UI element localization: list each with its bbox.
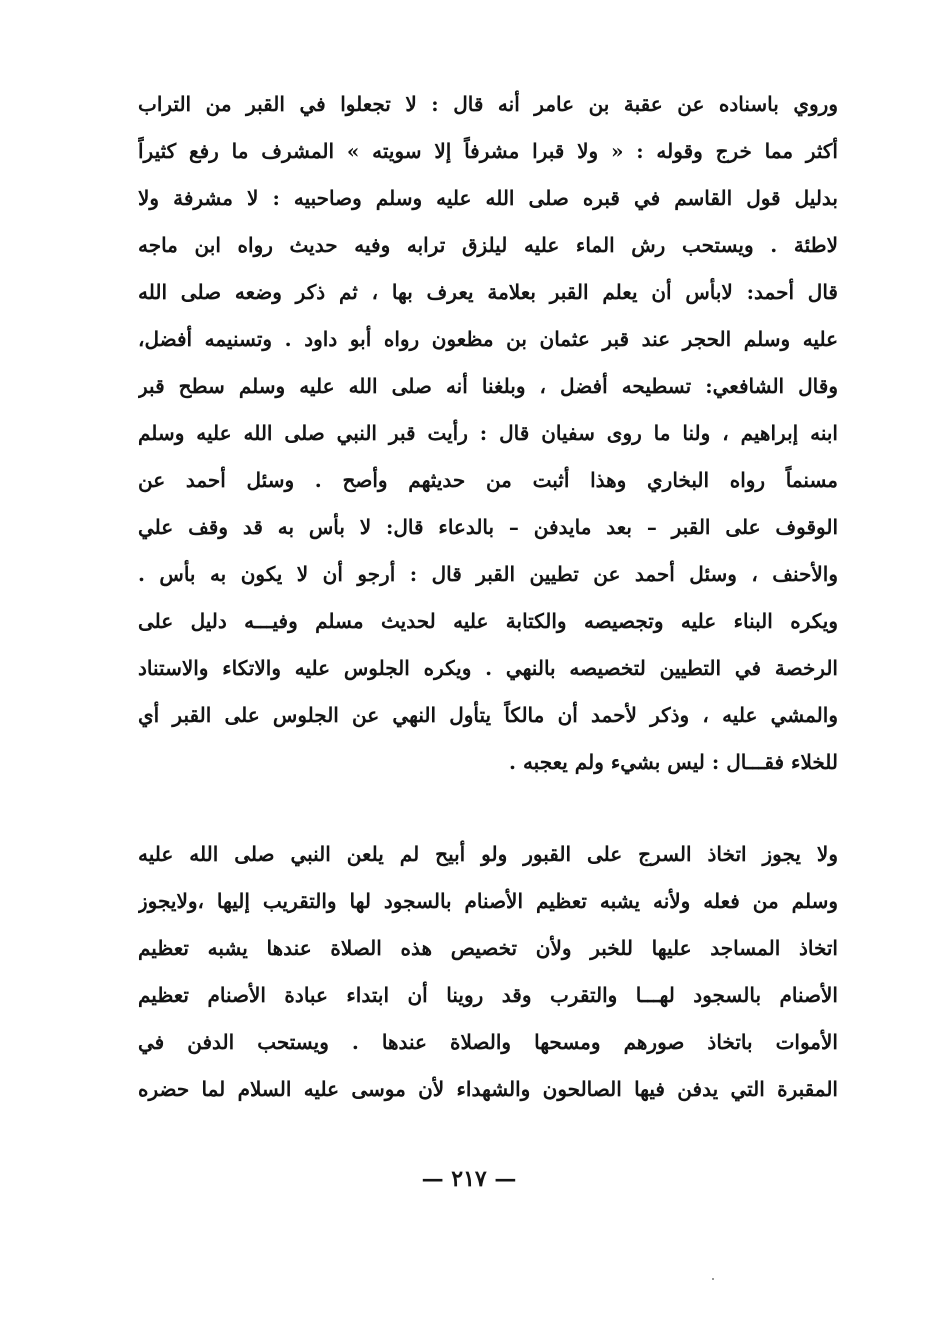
text-line: ابنه إبراهيم ، ولنا ما روى سفيان قال : رأيت قبر النبي صلى الله عليه وسلم bbox=[138, 421, 838, 445]
page-number: — ٢١٧ — bbox=[421, 1166, 517, 1192]
text-line: المقبرة التي يدفن فيها الصالحون والشهداء لأن موسى عليه السلام لما حضره bbox=[138, 1077, 838, 1101]
text-line: مسنماً رواه البخاري وهذا أثبت من حديثهم وأصح . وسئل أحمد عن bbox=[138, 468, 838, 492]
text-line: ولا يجوز اتخاذ السرج على القبور ولو أبيح لم يلعن النبي صلى الله عليه bbox=[138, 842, 838, 866]
text-line: قال أحمد: لابأس أن يعلم القبر بعلامة يعرف بها ، ثم ذكر وضعه صلى الله bbox=[138, 280, 838, 304]
text-line: الأصنام بالسجود لهـــا والتقرب وقد روينا أن ابتداء عبادة الأصنام تعظيم bbox=[138, 983, 838, 1007]
text-line: لاطئة . ويستحب رش الماء عليه ليلزق ترابه وفيه حديث رواه ابن ماجه bbox=[138, 233, 838, 257]
text-line: عليه وسلم الحجر عند قبر عثمان بن مظعون رواه أبو داود . وتسنيمه أفضل، bbox=[138, 327, 838, 351]
text-line: الوقوف على القبر – بعد مايدفن – بالدعاء قال: لا بأس به قد وقف علي bbox=[138, 515, 838, 539]
text-line: للخلاء فقـــال : ليس بشيء ولم يعجبه . bbox=[509, 750, 838, 774]
text-line: وقال الشافعي: تسطيحه أفضل ، وبلغنا أنه صلى الله عليه وسلم سطح قبر bbox=[138, 374, 838, 398]
text-line: اتخاذ المساجد عليها للخبر ولأن تخصيص هذه الصلاة عندها يشبه تعظيم bbox=[138, 936, 838, 960]
text-line: الأموات باتخاذ صورهم ومسحها والصلاة عندها . ويستحب الدفن في bbox=[138, 1030, 838, 1054]
text-line: الرخصة في التطيين لتخصيصه بالنهي . ويكره الجلوس عليه والاتكاء والاستناد bbox=[138, 656, 838, 680]
text-line: بدليل قول القاسم في قبره صلى الله عليه وسلم وصاحبيه : لا مشرفة ولا bbox=[138, 186, 838, 210]
text-line: والمشي عليه ، وذكر لأحمد أن مالكاً يتأول النهي عن الجلوس على القبر أي bbox=[138, 703, 838, 727]
text-line: ويكره البناء عليه وتجصيصه والكتابة عليه لحديث مسلم وفيـــه دليل على bbox=[138, 609, 838, 633]
text-line: وسلم من فعله ولأنه يشبه تعظيم الأصنام بالسجود لها والتقريب إليها ،ولايجوز bbox=[138, 889, 838, 913]
text-line: وروي باسناده عن عقبة بن عامر أنه قال : لا تجعلوا في القبر من التراب bbox=[138, 92, 838, 116]
text-line: أكثر مما خرج وقوله : « ولا قبرا مشرفاً إلا سويته » المشرف ما رفع كثيراً bbox=[138, 139, 838, 163]
text-line: والأحنف ، وسئل أحمد عن تطيين القبر قال : أرجو أن لا يكون به بأس . bbox=[138, 562, 838, 586]
scan-speck bbox=[712, 1278, 714, 1280]
